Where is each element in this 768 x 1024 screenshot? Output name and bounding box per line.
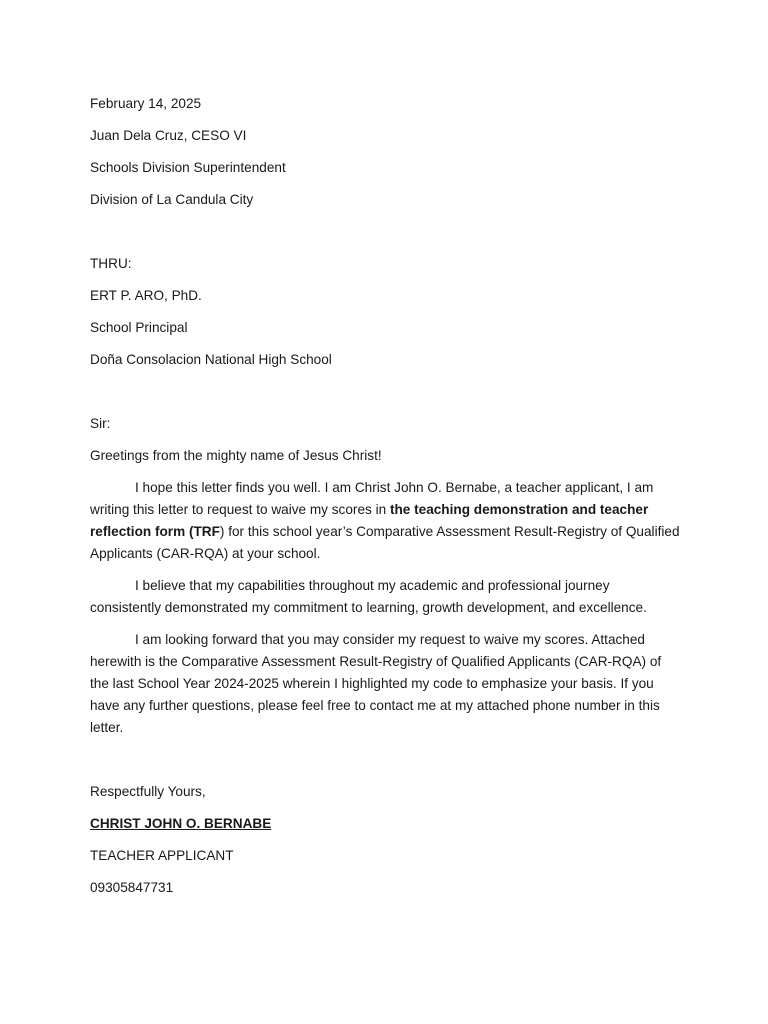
letter-date: February 14, 2025: [90, 96, 202, 111]
greeting: Greetings from the mighty name of Jesus Christ!: [90, 448, 382, 463]
recipient-name: Juan Dela Cruz, CESO VI: [90, 128, 247, 143]
signer-phone: 09305847731: [90, 880, 174, 895]
thru-label: THRU:: [90, 256, 132, 271]
spacer: [90, 381, 680, 413]
signer-title: TEACHER APPLICANT: [90, 848, 234, 863]
paragraph-1-text-end: ) for this school year’s Comparative Assessment Result-Registry of Qualified Applicants (CAR-RQA) at your school.: [90, 524, 680, 561]
recipient-title: Schools Division Superintendent: [90, 160, 286, 175]
thru-school: Doña Consolacion National High School: [90, 352, 332, 367]
body-paragraph-1: [90, 477, 680, 565]
thru-name: ERT P. ARO, PhD.: [90, 288, 202, 303]
paragraph-1-bold-text: the teaching demonstration and teacher reflection form (TRF: [90, 502, 649, 539]
letter-page: [90, 93, 680, 909]
salutation: Sir:: [90, 416, 111, 431]
recipient-office: Division of La Candula City: [90, 192, 254, 207]
spacer: [90, 221, 680, 253]
spacer: [90, 749, 680, 781]
closing: Respectfully Yours,: [90, 784, 206, 799]
body-paragraph-2: I believe that my capabilities throughout my academic and professional journey consistently demonstrated my commitment to learning, growth development, and excellence.: [90, 578, 647, 615]
signer-name: CHRIST JOHN O. BERNABE: [90, 816, 272, 831]
paragraph-1-text: I hope this letter finds you well. I am Christ John O. Bernabe, a teacher applicant, I am writing this letter to request to waive my scores in: [90, 480, 654, 517]
thru-title: School Principal: [90, 320, 188, 335]
body-paragraph-3: I am looking forward that you may consider my request to waive my scores. Attached herewith is the Comparative Assessment Result-Registry of Qualified Applicants (CAR-RQA) of the last School Year 2024-2025 wherein I highlighted my code to emphasize your basis. If you have any further questions, please feel free to contact me at my attached phone number in this letter.: [90, 632, 662, 735]
